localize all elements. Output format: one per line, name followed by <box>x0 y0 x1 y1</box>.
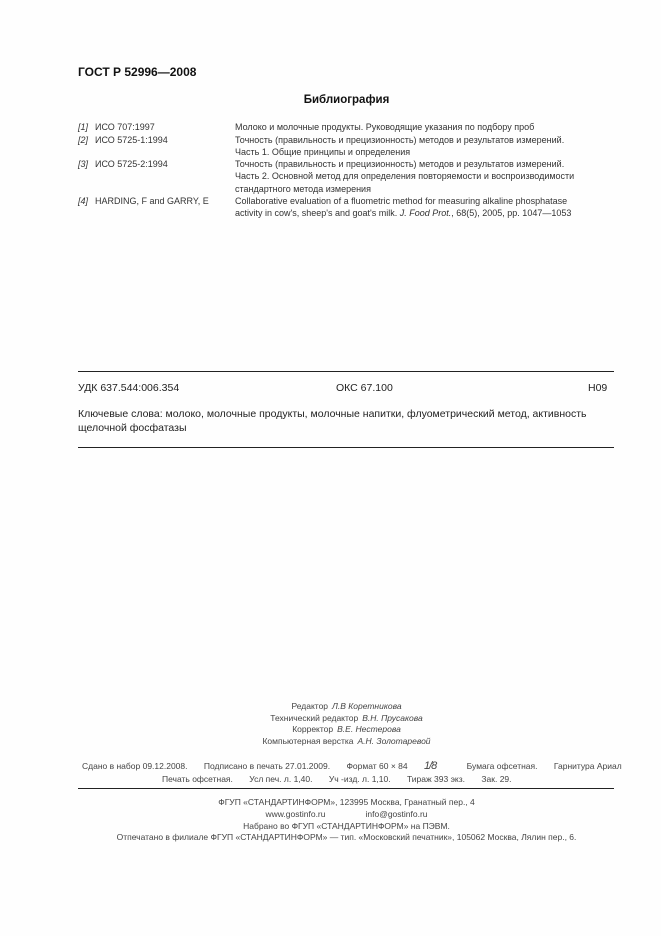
bib-entry-text <box>235 195 571 220</box>
credits <box>0 701 661 747</box>
bib-line: Часть 1. Общие принципы и определения <box>235 147 411 158</box>
printed-note: Отпечатано в филиале ФГУП «СТАНДАРТИНФОРМ» — тип. «Московский печатник», 105062 Москва, Лялин пер., 6. <box>116 832 577 843</box>
bib-line: стандартного метода измерения <box>235 183 371 194</box>
classification-code: Н09 <box>588 382 608 394</box>
bib-number: [4] <box>78 196 89 206</box>
credit-role: Технический редактор <box>270 712 359 723</box>
edition-sheets: Уч -изд. л. 1,10. <box>328 774 391 784</box>
credit-corrector <box>0 724 661 736</box>
bib-number: [2] <box>78 135 89 145</box>
section-title: Библиография <box>303 94 390 106</box>
bib-number: [1] <box>78 122 89 132</box>
signed-date: Подписано в печать 27.01.2009. <box>203 761 331 771</box>
credit-layout <box>0 736 661 748</box>
bib-source: ИСО 707:1997 <box>95 122 155 132</box>
divider <box>78 788 614 789</box>
bib-number: [3] <box>78 159 89 169</box>
bib-entry-source <box>78 195 209 207</box>
circulation: Тираж 393 экз. <box>406 774 466 784</box>
bib-entry-text <box>235 134 564 159</box>
bib-line <box>235 207 571 219</box>
document-id: ГОСТ Р 52996—2008 <box>78 65 197 79</box>
credit-tech-editor <box>0 713 661 725</box>
bib-entry-source <box>78 134 168 146</box>
bib-entry-text <box>235 158 574 195</box>
journal-title: J. Food Prot. <box>399 208 452 219</box>
bib-entry-source <box>78 121 155 133</box>
divider <box>78 371 614 372</box>
credit-name: В.Е. Нестерова <box>337 724 401 734</box>
credit-name: А.Н. Золотаревой <box>357 735 431 746</box>
divider <box>78 447 614 448</box>
paper-type: Бумага офсетная. <box>466 761 538 771</box>
print-info-row-1 <box>82 760 622 772</box>
format-text: Формат 60 × 84 <box>346 761 408 771</box>
print-info-row-2 <box>162 774 526 784</box>
credit-role: Корректор <box>292 724 334 734</box>
bib-line: Точность (правильность и прецизионность) методов и результатов измерений. <box>235 159 565 169</box>
order-number: Зак. 29. <box>481 774 512 784</box>
bib-line: Часть 2. Основной метод для определения повторяемости и воспроизводимости <box>235 171 575 182</box>
bib-text: , 68(5), 2005, pp. 1047—1053 <box>451 208 572 219</box>
credit-role: Редактор <box>291 701 329 711</box>
format-fraction: 1/8 <box>423 760 437 772</box>
publisher-address: ФГУП «СТАНДАРТИНФОРМ», 123995 Москва, Гранатный пер., 4 <box>218 797 475 807</box>
email-link[interactable]: info@gostinfo.ru <box>365 808 428 819</box>
credit-role: Компьютерная верстка <box>262 735 354 746</box>
typeface: Гарнитура Ариал <box>553 761 622 771</box>
oks-code: ОКС 67.100 <box>336 382 393 394</box>
keywords: Ключевые слова: молоко, молочные продукты, молочные напитки, флуометрический метод, активность щелочной фосфатазы <box>78 408 587 434</box>
bib-line: Точность (правильность и прецизионность) методов и результатов измерений. <box>235 135 565 145</box>
credit-name: В.Н. Прусакова <box>362 712 423 723</box>
bib-entry-source <box>78 158 168 170</box>
bib-text: activity in cow's, sheep's and goat's milk. <box>235 208 400 219</box>
print-sheets: Усл печ. л. 1,40. <box>249 774 313 784</box>
submitted-date: Сдано в набор 09.12.2008. <box>82 761 188 771</box>
publisher-contacts <box>0 809 661 821</box>
bib-entry-text <box>235 121 534 133</box>
printing-type: Печать офсетная. <box>162 774 233 784</box>
publisher-info <box>0 797 661 844</box>
bib-line: Collaborative evaluation of a fluometric method for measuring alkaline phosphatase <box>235 196 568 206</box>
typeset-note: Набрано во ФГУП «СТАНДАРТИНФОРМ» на ПЭВМ. <box>243 820 450 831</box>
bib-line: Молоко и молочные продукты. Руководящие указания по подбору проб <box>235 122 535 132</box>
format <box>346 761 450 771</box>
bib-source: ИСО 5725-1:1994 <box>95 135 168 145</box>
udk-code: УДК 637.544:006.354 <box>78 382 180 394</box>
bib-source: HARDING, F and GARRY, E <box>95 196 209 206</box>
credit-name: Л.В Коретникова <box>332 701 402 711</box>
bib-source: ИСО 5725-2:1994 <box>95 159 168 169</box>
website-link[interactable]: www.gostinfo.ru <box>265 808 326 819</box>
credit-editor <box>0 701 661 713</box>
